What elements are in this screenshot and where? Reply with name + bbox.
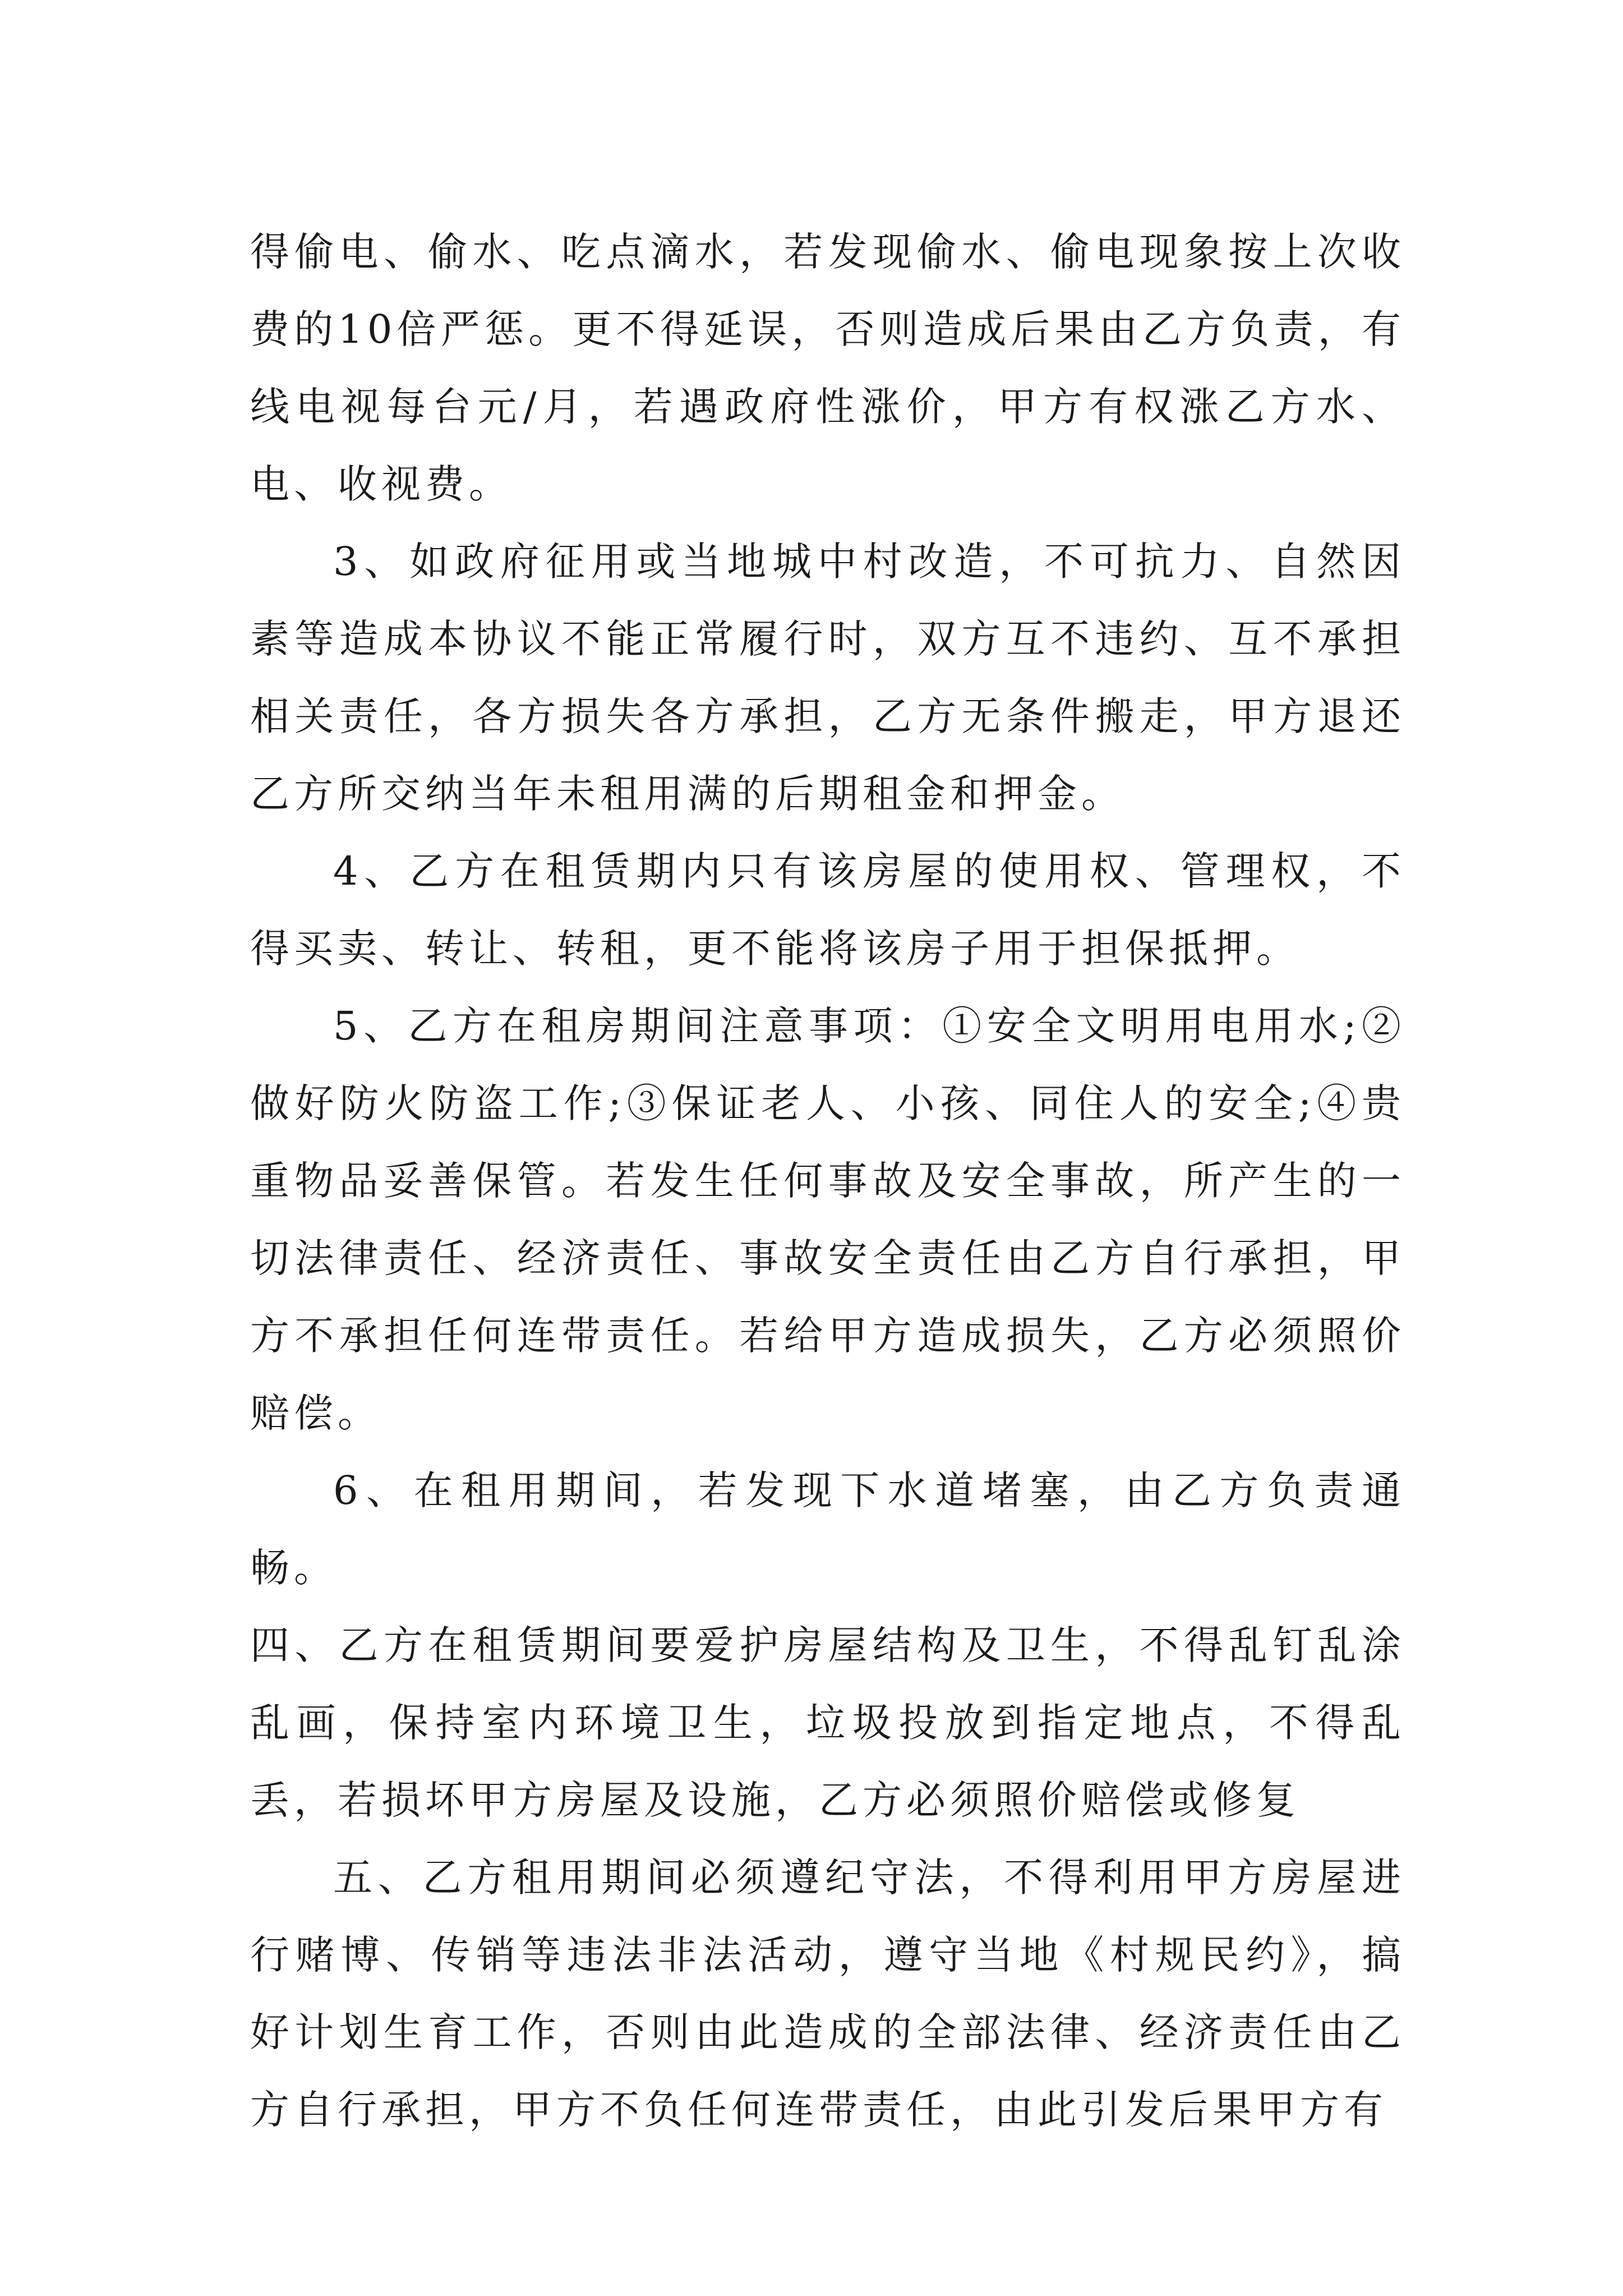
- paragraph-clause-6: 6、在租用期间，若发现下水道堵塞，由乙方负责通畅。: [250, 1467, 1405, 1591]
- document-body: [250, 213, 1405, 2148]
- paragraph-clause-5: 5、乙方在租房期间注意事项：①安全文明用电用水;②做好防火防盗工作;③保证老人、小孩、同住人的安全;④贵重物品妥善保管。若发生任何事故及安全事故，所产生的一切法律责任、经济责任、事故安全责任由乙方自行承担，甲方不承担任何连带责任。若给甲方造成损失，乙方必须照价赔偿。: [250, 1003, 1405, 1436]
- paragraph-clause-3: 3、如政府征用或当地城中村改造，不可抗力、自然因素等造成本协议不能正常履行时，双方互不违约、互不承担相关责任，各方损失各方承担，乙方无条件搬走，甲方退还乙方所交纳当年未租用满的后期租金和押金。: [250, 539, 1405, 817]
- paragraph-clause-4: 4、乙方在租赁期内只有该房屋的使用权、管理权，不得买卖、转让、转租，更不能将该房子用于担保抵押。: [250, 848, 1405, 972]
- paragraph-utilities: 得偷电、偷水、吃点滴水，若发现偷水、偷电现象按上次收费的10倍严惩。更不得延误，否则造成后果由乙方负责，有线电视每台元/月，若遇政府性涨价，甲方有权涨乙方水、电、收视费。: [250, 229, 1405, 507]
- paragraph-section-5: 五、乙方租用期间必须遵纪守法，不得利用甲方房屋进行赌博、传销等违法非法活动，遵守当地《村规民约》，搞好计划生育工作，否则由此造成的全部法律、经济责任由乙方自行承担，甲方不负任何连带责任，由此引发后果甲方有: [250, 1855, 1405, 2133]
- paragraph-section-4: 四、乙方在租赁期间要爱护房屋结构及卫生，不得乱钉乱涂乱画，保持室内环境卫生，垃圾投放到指定地点，不得乱丢，若损坏甲方房屋及设施，乙方必须照价赔偿或修复: [250, 1622, 1405, 1823]
